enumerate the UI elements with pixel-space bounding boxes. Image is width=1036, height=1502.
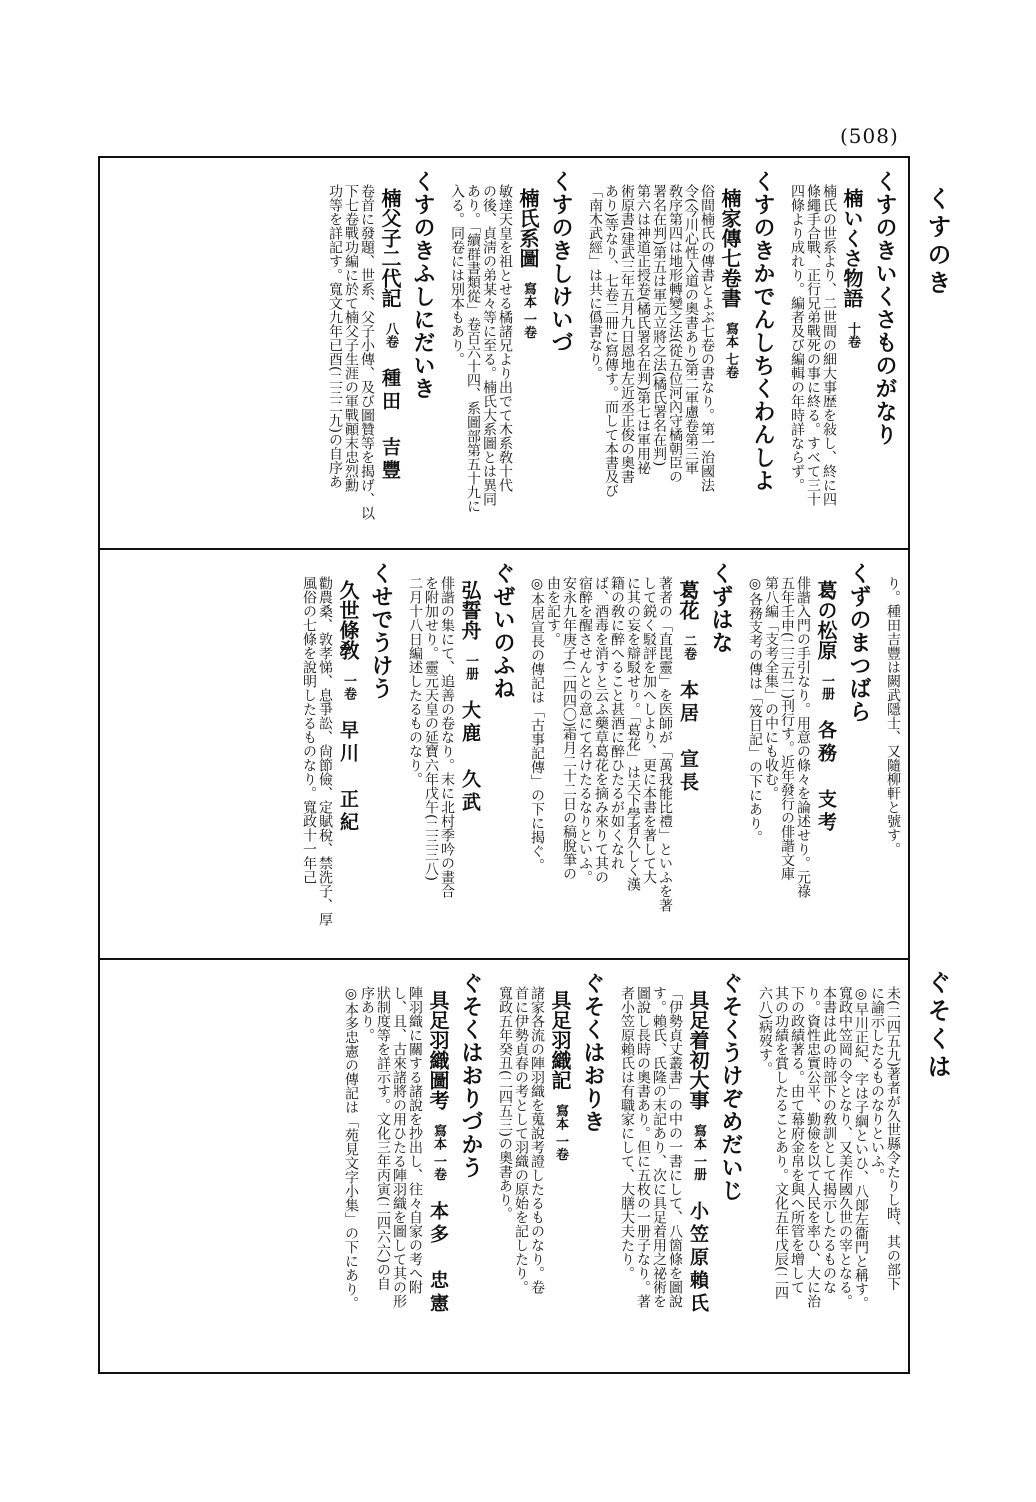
entry-text-line: 下の政績著る。由て幕府金帛を與へ所管を增して [789, 986, 805, 1294]
entry-title: 葛花 [676, 580, 700, 620]
entry-headword: くずのまつばら [846, 562, 871, 723]
entry-title-column [546, 972, 575, 1161]
entry-title-column [514, 170, 543, 339]
entry-author: 本居 宣長 [677, 680, 699, 795]
entry-title-column [334, 562, 363, 835]
entry-text-line: 五年壬申(二三五二)刊行す。近年發行の俳諧文庫 [779, 576, 795, 881]
entry-author: 早川 正紀 [337, 720, 359, 835]
entry-text-line: を附加せり。靈元天皇の延寶六年戊午(二三三八) [423, 576, 439, 881]
entry-title-column [716, 170, 745, 379]
entry-meta: 一卷 [341, 674, 356, 700]
entry-text-line: ◎本多忠憲の傳記は「苑見文字小集」の下にあり。 [343, 986, 359, 1310]
entry-author: 小笠原賴氏 [687, 1200, 709, 1316]
entry-headword: くせでうけう [368, 562, 393, 700]
entry-text-line: 楠氏の世系より、二世間の細大事歴を敍し、終に四 [821, 184, 837, 506]
section-label-gusokuha: ぐそくは [923, 970, 951, 1082]
entry-title: 楠父子二代記 [378, 188, 402, 308]
entry-text-line: ◎早川正紀、字は子綱といひ、八郞左衞門と稱す。 [853, 986, 869, 1310]
entry-text-line: 四條より成れり。編者及び編輯の年時詳ならず。 [789, 184, 805, 492]
entry-headword: くすのきしけいづ [548, 170, 573, 354]
dictionary-band-middle [100, 550, 908, 958]
entry-text-line: 俗間楠氏の傳書とよぶ七卷の書なり。第一治國法 [699, 184, 715, 492]
entry-text-line: 署名在判)第五は軍元立將之法(橘氏署名在判) [651, 184, 667, 467]
entry-meta: 一册 [463, 654, 478, 680]
entry-text-line: 狀制度等を詳示す。文化三年丙寅(二四六六)の自 [375, 986, 391, 1291]
entry-text-line: 陣羽織に關する諸說を抄出し、往々自家の考へ附 [407, 986, 423, 1294]
entry-text-line: 術原書(建武三年五月九日恩地左近丞正俊の奧書 [619, 184, 635, 484]
entry-text-line: あり)等なり、七卷二冊に寫傳す。而して本書及び [603, 184, 619, 498]
entry-title-column [674, 562, 703, 795]
entry-text-line: 圖說し長時の奧書あり。但に五枚の一册子なり。著 [635, 986, 651, 1308]
entry-text-line: 「南木武經」は共に僞書なり。 [587, 184, 603, 380]
entry-text-line: 勸農桑、敦孝悌、息爭訟、尙節儉、定賦稅、禁洗子、厚 [317, 576, 333, 926]
entry-text-line: 功等を詳記す。寬文九年已酉(二三二九)の自序あ [327, 184, 343, 489]
entry-text-line: 令(今川心性入道の奧書あり)第二軍慮卷第三軍 [683, 184, 699, 475]
entry-meta: 寫本 一卷 [431, 1124, 446, 1181]
entry-text-line: 二月十八日編述したるものなり。 [407, 576, 423, 786]
entry-text-line: 六八)病歿す。 [757, 986, 773, 1076]
entry-text-line: 下七卷戰功編に於て楠父子生涯の軍戰顚末忠烈勳 [343, 184, 359, 492]
entry-text-line: 者小笠原賴氏は有職家にして、大膳大夫たり。 [619, 986, 635, 1280]
entry-title: 楠いくさ物語 [840, 188, 864, 308]
entry-text-line: 籍の敎に醉へること甚酒に醉ひたるが如くなれ [609, 576, 625, 870]
entry-text-line: 入る。同卷には別本もあり。 [449, 184, 465, 366]
entry-author: 各務 支考 [815, 720, 837, 835]
entry-text-line: 寬政中笠岡の令となり、又美作國久世の宰となる。 [837, 986, 853, 1308]
entry-meta: 八卷 [383, 322, 398, 348]
entry-title-column [812, 562, 841, 835]
entry-title: 弘誓舟 [458, 580, 482, 640]
entry-title-column [838, 170, 867, 348]
entry-text-line: あり。「續群書類從」卷百六十四、系圖部第五十九に [465, 184, 481, 513]
entry-text-line: 寬政五年癸丑(二四五三)の奧書あり。 [497, 986, 513, 1221]
entry-text-line: ◎本居宣長の傳記は「古事記傳」の下に揭ぐ。 [529, 576, 545, 872]
entry-headword: くずはな [708, 562, 733, 654]
entry-text-line: ◎各務支考の傳は「笈日記」の下にあり。 [747, 576, 763, 844]
entry-title: 久世條敎 [336, 580, 360, 660]
entry-title: 具足着初大事 [686, 990, 710, 1110]
entry-text-line: 第八編「支考全集」の中にも收む。 [763, 576, 779, 800]
entry-text-line: 安永九年庚子(二四四〇)霜月二十二日の稿脫筆の [561, 576, 577, 881]
entry-title: 楠家傳七卷書 [718, 188, 742, 308]
entry-meta: 寫本 一册 [691, 1124, 706, 1181]
entry-title-column [684, 972, 713, 1316]
entry-headword: くすのきかでんしちくわんしよ [750, 170, 775, 492]
entry-text-line: 首に伊勢貞春の考として羽織の原始を記したり。 [513, 986, 529, 1294]
entry-title-column [376, 170, 405, 483]
entry-title: 葛の松原 [814, 580, 838, 660]
entry-text-line: 「伊勢貞丈叢書」の中の一書にして、八箇條を圖說 [667, 986, 683, 1308]
entry-text-line: 風俗の七條を說明したるものなり。寬政十一年己 [301, 576, 317, 884]
entry-text-line: 條繩手合戰、正行兄弟戰死の事に終る。すべて三十 [805, 184, 821, 506]
entry-text-line: の後、貞淸の弟某々等に至る。楠氏大系圖とは異同 [481, 184, 497, 506]
entry-meta: 寫本 七卷 [723, 322, 738, 379]
dictionary-band-bottom [100, 960, 908, 1372]
entry-headword: ぐそくはおりき [580, 972, 605, 1133]
entry-text-line: 未(二四五九)著者が久世縣令たりし時、其の部下 [885, 986, 901, 1291]
entry-text-line: 第六は神道正授卷(橘氏署名在判)第七は軍用祕 [635, 184, 651, 475]
entry-meta: 一册 [819, 674, 834, 700]
entry-text-line: 卷首に發題、世系、父子小傳、及び圖贊等を揭げ、以 [359, 184, 375, 520]
entry-headword: ぐぜいのふね [490, 562, 515, 700]
entry-title-column [456, 562, 485, 815]
entry-text-line: 著者の「直毘靈」を医師が「萬我能比禮」といふを著 [657, 576, 673, 912]
entry-title: 楠氏系圖 [516, 188, 540, 268]
entry-text-line: 敏達天皇を祖とせる橘諸兄より出でて木系敎十代 [497, 184, 513, 492]
page-number: (508) [840, 124, 899, 148]
entry-author: 種田 吉豐 [379, 368, 401, 483]
entry-text-line: 俳諧入門の手引なり。用意の條々を論述せり。元祿 [795, 576, 811, 898]
entry-text-line: に諭示したるものなりといふ。 [869, 986, 885, 1182]
entry-headword: ぐそくうけぞめだいじ [718, 972, 743, 1202]
entry-text-line: し、且、古來諸將の用ひたる陣羽織を圖して其の形 [391, 986, 407, 1308]
section-label-kusunoki: くすのき [923, 186, 951, 298]
entry-text-line: 本書は此の時部下の敎訓として揭示したるものな [821, 986, 837, 1294]
entry-text-line: り。資性忠實公平、勤儉を以て人民を率ひ、大に治 [805, 986, 821, 1308]
entry-meta: 十卷 [845, 322, 860, 348]
entry-title-column [424, 972, 453, 1316]
entry-text-line: 由を記す。 [545, 576, 561, 646]
entry-author: 大鹿 久武 [459, 700, 481, 815]
entry-meta: 寫本 一卷 [553, 1104, 568, 1161]
entry-text-line: り。種田吉豐は闕武隱士、又隨柳軒と號す。 [885, 576, 901, 856]
dictionary-band-top [100, 158, 908, 548]
entry-text-line: 宿醉を醒させんとの意にて名けたるなりといふ。 [577, 576, 593, 884]
entry-headword: くすのきいくさものがなり [872, 170, 897, 446]
entry-text-line: 序あり。 [359, 986, 375, 1042]
entry-headword: ぐそくはおりづかう [458, 972, 483, 1179]
entry-text-line: して鋭く駁評を加へしより、更に本書を著して大 [641, 576, 657, 884]
entry-text-line: ば、酒毒を消すと云ふ藥草葛花を摘み來りて其の [593, 576, 609, 884]
entry-headword: くすのきふしにだいき [410, 170, 435, 400]
entry-text-line: 敎序第四は地形轉變之法(從五位河內守橘朝臣の [667, 184, 683, 484]
entry-text-line: す。賴氏、氏隆の末記あり、次に具足着用之祕術を [651, 986, 667, 1308]
entry-text-line: 其の功績を賞したることあり。文化五年戊辰(二四 [773, 986, 789, 1300]
entry-meta: 寫本 一卷 [521, 282, 536, 339]
entry-title: 具足羽織圖考 [426, 990, 450, 1110]
entry-text-line: 俳諧の集にて、追善の卷なり。末に北村季吟の畫合 [439, 576, 455, 898]
entry-title: 具足羽織記 [548, 990, 572, 1090]
entry-text-line: に其の妄を辯駁せり。「葛花」は天下學者久しく漢 [625, 576, 641, 891]
entry-text-line: 諸家各流の陣羽織を蒐說考證したるものなり。卷 [529, 986, 545, 1294]
entry-author: 本多 忠憲 [427, 1200, 449, 1316]
entry-meta: 二卷 [681, 634, 696, 660]
